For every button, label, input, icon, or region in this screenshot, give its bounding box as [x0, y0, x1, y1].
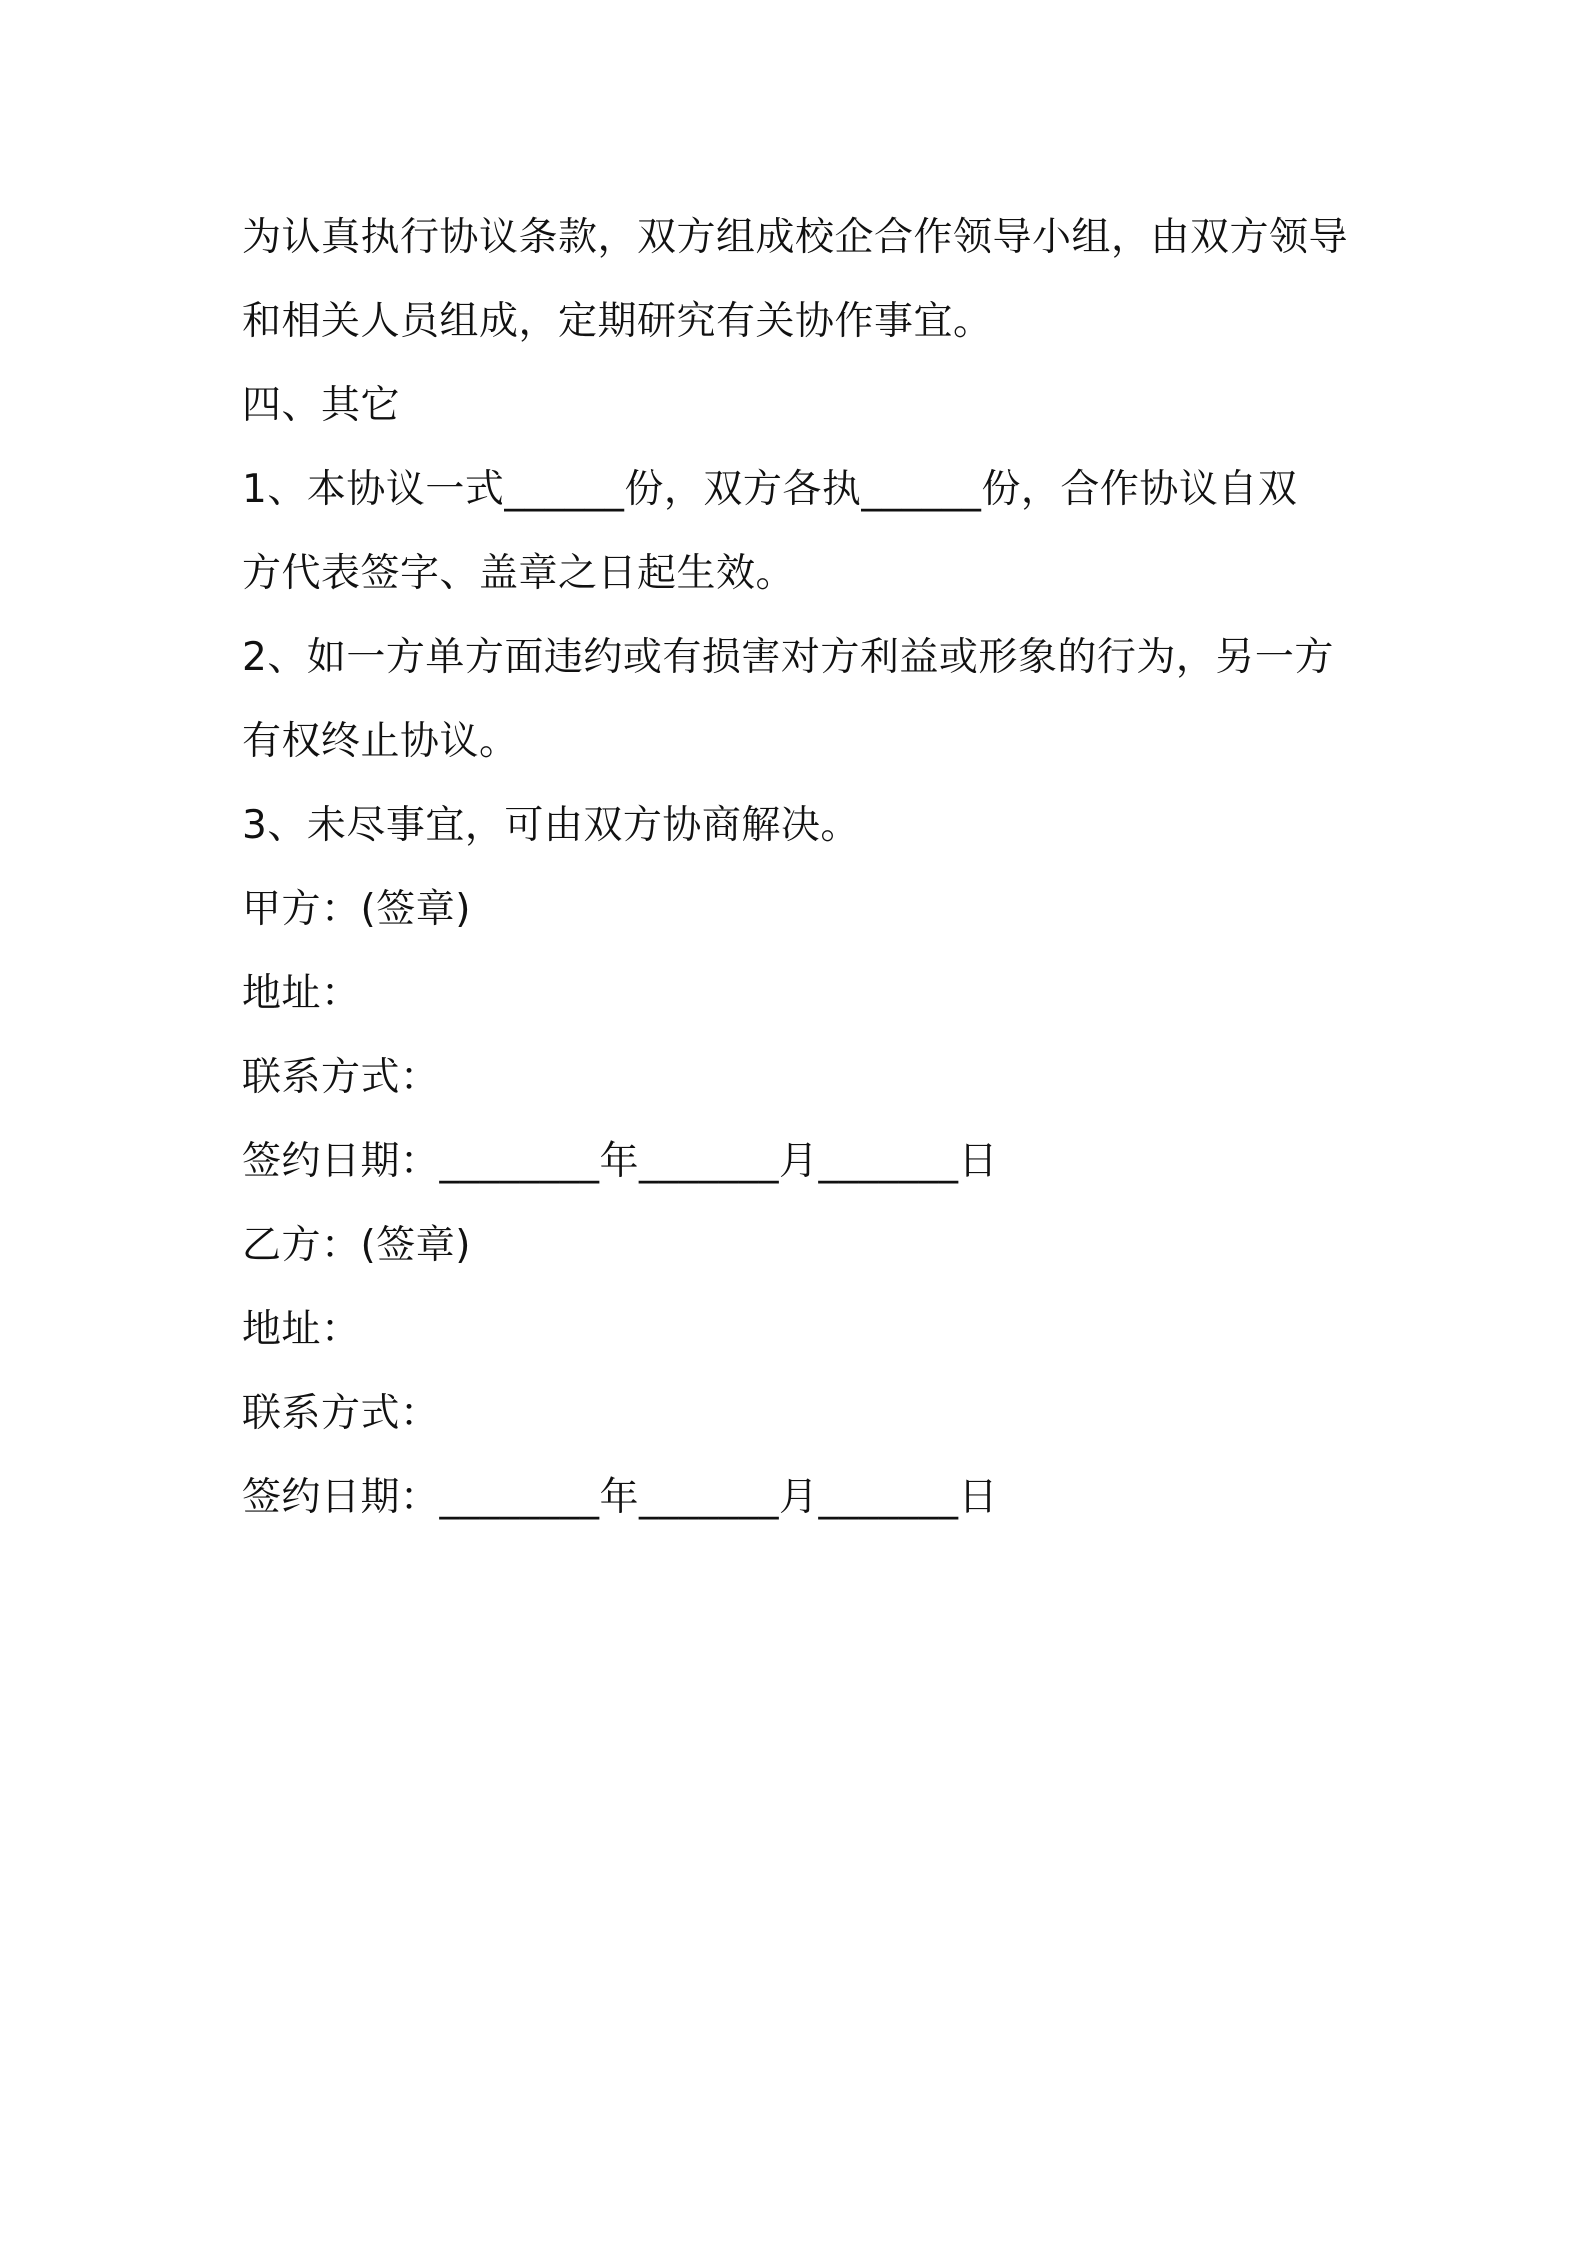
clause-1-line: 方代表签字、盖章之日起生效。	[242, 551, 796, 596]
party-a-address: 地址：	[242, 971, 361, 1016]
party-a-signature: 甲方：(签章)	[242, 887, 471, 932]
clause-1-line: 1、本协议一式______份，双方各执______份，合作协议自双	[242, 467, 1298, 512]
paragraph-line: 为认真执行协议条款，双方组成校企合作领导小组，由双方领导	[242, 215, 1349, 260]
clause-3-line: 3、未尽事宜，可由双方协商解决。	[242, 803, 860, 848]
party-b-signature: 乙方：(签章)	[242, 1223, 471, 1268]
document-body	[242, 196, 1352, 1540]
party-b-contact: 联系方式：	[242, 1391, 440, 1436]
party-b-sign-date: 签约日期：________年_______月_______日	[242, 1475, 999, 1520]
paragraph-line: 和相关人员组成，定期研究有关协作事宜。	[242, 299, 993, 344]
party-a-contact: 联系方式：	[242, 1055, 440, 1100]
party-a-sign-date: 签约日期：________年_______月_______日	[242, 1139, 999, 1184]
party-b-address: 地址：	[242, 1307, 361, 1352]
clause-2-line: 2、如一方单方面违约或有损害对方利益或形象的行为，另一方	[242, 635, 1334, 680]
section-heading: 四、其它	[242, 383, 401, 428]
clause-2-line: 有权终止协议。	[242, 719, 519, 764]
